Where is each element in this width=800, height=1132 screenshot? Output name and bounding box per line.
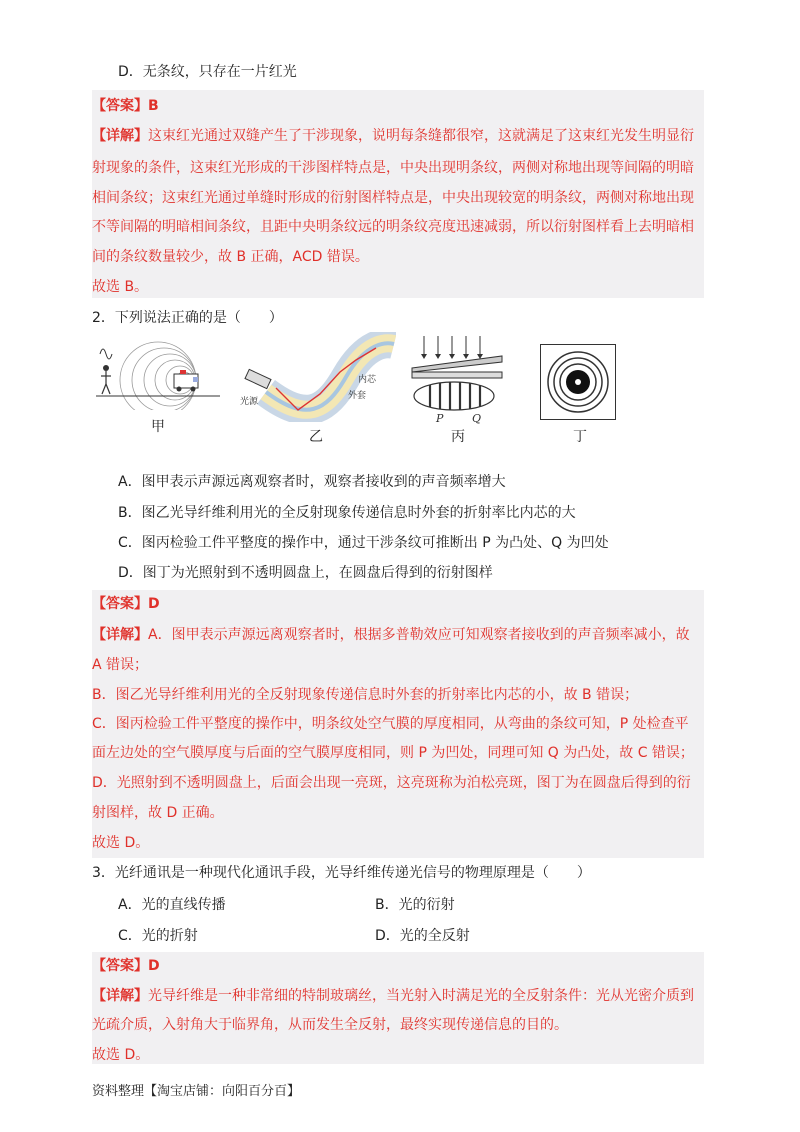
q3-answer-box — [92, 952, 704, 1064]
q1-conclusion: 故选 B。 — [92, 279, 149, 295]
glass-plate — [412, 356, 502, 372]
q3-detail-tag: 【详解】 — [92, 988, 148, 1004]
q3-option-d: D．光的全反射 — [375, 928, 470, 944]
q2-detail-line-0 — [92, 625, 690, 645]
q1-answer: 【答案】B — [92, 98, 159, 114]
q2-detail-line-5: D．光照射到不透明圆盘上，后面会出现一亮斑，这亮斑称为泊松亮斑，图丁为在圆盘后得到的衍 — [92, 775, 691, 791]
q1-detail-line-3: 不等间隔的明暗相间条纹，且距中央明条纹远的明条纹亮度迅速减弱，所以衍射图样看上去明暗相 — [92, 219, 694, 235]
q3-option-b: B．光的衍射 — [375, 897, 455, 913]
figure-yi — [236, 332, 396, 422]
footer-text: 资料整理【淘宝店铺：向阳百分百】 — [92, 1084, 301, 1099]
q3-detail-line-1: 光疏介质，入射角大于临界角，从而发生全反射，最终实现传递信息的目的。 — [92, 1017, 568, 1033]
q1-detail-line-0 — [92, 126, 694, 146]
observer-icon — [103, 365, 109, 371]
figure-jia — [96, 340, 220, 410]
fig-yi-label-cladding: 外套 — [348, 391, 367, 401]
q2-detail-line-4: 面左边处的空气膜厚度与后面的空气膜厚度相同，则 P 为凹处，同理可知 Q 为凸处，故 C 错误； — [92, 745, 694, 761]
sound-wave-icon — [100, 349, 112, 359]
q2-conclusion: 故选 D。 — [92, 835, 150, 851]
q2-detail-line-6: 射图样，故 D 正确。 — [92, 805, 224, 821]
figure-label-bing: 丙 — [451, 429, 465, 445]
q3-detail-text-0: 光导纤维是一种非常细的特制玻璃丝，当光射入时满足光的全反射条件：光从光密介质到 — [148, 988, 694, 1004]
q1-detail-line-2: 相间条纹；这束红光通过单缝时形成的衍射图样特点是，中央出现较宽的明条纹，两侧对称地出现 — [92, 190, 694, 206]
q3-answer: 【答案】D — [92, 958, 160, 974]
q3-detail-line-0 — [92, 986, 694, 1006]
q3-option-c: C．光的折射 — [118, 928, 198, 944]
light-source-icon — [245, 369, 271, 388]
workpiece — [412, 372, 502, 378]
q2-stem: 2．下列说法正确的是（ ） — [92, 310, 283, 326]
q2-option-d: D．图丁为光照射到不透明圆盘上，在圆盘后得到的衍射图样 — [118, 565, 493, 581]
q1-option-d: D．无条纹，只存在一片红光 — [118, 64, 297, 80]
fig-yi-label-source: 光源 — [240, 397, 259, 407]
q1-detail-text-0: 这束红光通过双缝产生了干涉现象，说明每条缝都很窄，这就满足了这束红光发生明显衍 — [148, 128, 694, 144]
q2-detail-tag: 【详解】 — [92, 627, 148, 643]
figure-label-ding: 丁 — [573, 429, 587, 445]
q2-detail-line-2: B．图乙光导纤维利用光的全反射现象传递信息时外套的折射率比内芯的小，故 B 错误； — [92, 687, 639, 703]
q2-option-c: C．图丙检验工件平整度的操作中，通过干涉条纹可推断出 P 为凸处、Q 为凹处 — [118, 535, 609, 551]
figure-label-yi: 乙 — [309, 429, 323, 445]
q1-detail-line-1: 射现象的条件，这束红光形成的干涉图样特点是，中央出现明条纹，两侧对称地出现等间隔的明暗 — [92, 160, 694, 176]
fig-bing-label-p: P — [436, 412, 444, 424]
q3-stem: 3．光纤通讯是一种现代化通讯手段，光导纤维传递光信号的物理原理是（ ） — [92, 865, 591, 881]
fig-bing-label-q: Q — [472, 412, 482, 424]
q2-option-a: A．图甲表示声源远离观察者时，观察者接收到的声音频率增大 — [118, 474, 506, 490]
q2-answer: 【答案】D — [92, 596, 160, 612]
poisson-spot — [575, 379, 581, 385]
figure-label-jia: 甲 — [151, 419, 165, 435]
q2-option-b: B．图乙光导纤维利用光的全反射现象传递信息时外套的折射率比内芯的大 — [118, 505, 576, 521]
figure-bing — [406, 334, 506, 424]
fringe-pattern — [414, 382, 494, 410]
q2-detail-line-3: C．图丙检验工件平整度的操作中，明条纹处空气膜的厚度相同，从弯曲的条纹可知，P 处检查平 — [92, 716, 689, 732]
q2-detail-line-1: A 错误； — [92, 657, 149, 673]
incident-light-arrows — [424, 336, 480, 356]
ambulance-icon — [174, 370, 198, 392]
q3-conclusion: 故选 D。 — [92, 1047, 150, 1063]
fig-yi-label-core: 内芯 — [358, 375, 377, 385]
q3-option-a: A．光的直线传播 — [118, 897, 226, 913]
q1-detail-line-4: 间的条纹数量较少，故 B 正确，ACD 错误。 — [92, 249, 369, 265]
q1-detail-tag: 【详解】 — [92, 128, 148, 144]
q2-detail-text-0: A．图甲表示声源远离观察者时，根据多普勒效应可知观察者接收到的声音频率减小，故 — [148, 627, 690, 643]
figure-ding — [540, 344, 616, 420]
